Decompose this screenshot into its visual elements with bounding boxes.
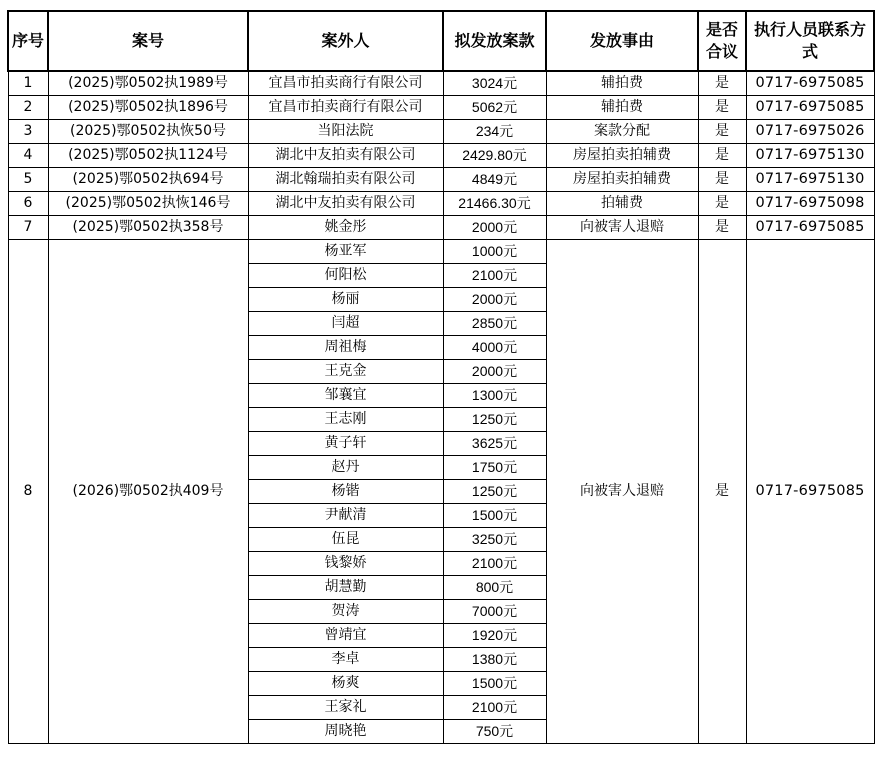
cell-contact: 0717-6975026 — [746, 120, 874, 144]
table-row — [8, 216, 874, 240]
cell-party: 周祖梅 — [248, 336, 443, 360]
cell-party: 王家礼 — [248, 696, 443, 720]
cell-contact: 0717-6975085 — [746, 71, 874, 96]
header-seq: 序号 — [8, 11, 48, 71]
cell-party: 杨亚军 — [248, 240, 443, 264]
cell-agreed: 是 — [698, 120, 746, 144]
table-row — [8, 71, 874, 96]
cell-party: 李卓 — [248, 648, 443, 672]
cell-agreed: 是 — [698, 96, 746, 120]
cell-case-no: (2025)鄂0502执1896号 — [48, 96, 248, 120]
cell-party: 周晓艳 — [248, 720, 443, 744]
cell-reason: 案款分配 — [546, 120, 698, 144]
cell-party: 湖北中友拍卖有限公司 — [248, 192, 443, 216]
cell-party: 宜昌市拍卖商行有限公司 — [248, 96, 443, 120]
cell-case-no: (2026)鄂0502执409号 — [48, 240, 248, 744]
table-row — [8, 168, 874, 192]
cell-contact: 0717-6975130 — [746, 168, 874, 192]
cell-party: 伍昆 — [248, 528, 443, 552]
cell-case-no: (2025)鄂0502执恢50号 — [48, 120, 248, 144]
cell-case-no: (2025)鄂0502执恢146号 — [48, 192, 248, 216]
cell-case-no: (2025)鄂0502执694号 — [48, 168, 248, 192]
cell-reason: 向被害人退赔 — [546, 240, 698, 744]
cell-party: 尹献清 — [248, 504, 443, 528]
header-party: 案外人 — [248, 11, 443, 71]
cell-amount: 800元 — [443, 576, 546, 600]
cell-agreed: 是 — [698, 240, 746, 744]
cell-reason: 房屋拍卖拍辅费 — [546, 144, 698, 168]
cell-amount: 1500元 — [443, 672, 546, 696]
cell-amount: 4000元 — [443, 336, 546, 360]
cell-contact: 0717-6975085 — [746, 96, 874, 120]
cell-case-no: (2025)鄂0502执1989号 — [48, 71, 248, 96]
cell-amount: 2000元 — [443, 216, 546, 240]
cell-reason: 房屋拍卖拍辅费 — [546, 168, 698, 192]
cell-party: 杨爽 — [248, 672, 443, 696]
cell-amount: 5062元 — [443, 96, 546, 120]
payout-table — [7, 10, 875, 744]
cell-amount: 1250元 — [443, 408, 546, 432]
cell-seq: 3 — [8, 120, 48, 144]
header-contact: 执行人员联系方式 — [746, 11, 874, 71]
cell-party: 宜昌市拍卖商行有限公司 — [248, 71, 443, 96]
cell-contact: 0717-6975130 — [746, 144, 874, 168]
cell-amount: 2100元 — [443, 696, 546, 720]
cell-party: 闫超 — [248, 312, 443, 336]
cell-amount: 3250元 — [443, 528, 546, 552]
cell-agreed: 是 — [698, 192, 746, 216]
cell-amount: 7000元 — [443, 600, 546, 624]
cell-seq: 1 — [8, 71, 48, 96]
cell-seq: 7 — [8, 216, 48, 240]
header-agreed: 是否合议 — [698, 11, 746, 71]
cell-party: 黄子轩 — [248, 432, 443, 456]
cell-reason: 拍辅费 — [546, 192, 698, 216]
cell-reason: 辅拍费 — [546, 96, 698, 120]
cell-amount: 1920元 — [443, 624, 546, 648]
cell-agreed: 是 — [698, 71, 746, 96]
cell-agreed: 是 — [698, 216, 746, 240]
cell-party: 何阳松 — [248, 264, 443, 288]
cell-party: 贺涛 — [248, 600, 443, 624]
cell-amount: 2000元 — [443, 288, 546, 312]
cell-party: 赵丹 — [248, 456, 443, 480]
cell-party: 湖北翰瑞拍卖有限公司 — [248, 168, 443, 192]
cell-amount: 750元 — [443, 720, 546, 744]
cell-amount: 2429.80元 — [443, 144, 546, 168]
table-row — [8, 120, 874, 144]
cell-contact: 0717-6975085 — [746, 240, 874, 744]
cell-seq: 6 — [8, 192, 48, 216]
cell-amount: 234元 — [443, 120, 546, 144]
cell-amount: 1500元 — [443, 504, 546, 528]
cell-seq: 8 — [8, 240, 48, 744]
cell-reason: 向被害人退赔 — [546, 216, 698, 240]
table-row — [8, 192, 874, 216]
cell-party: 邹襄宜 — [248, 384, 443, 408]
cell-amount: 2850元 — [443, 312, 546, 336]
header-reason: 发放事由 — [546, 11, 698, 71]
cell-party: 曾靖宜 — [248, 624, 443, 648]
cell-agreed: 是 — [698, 168, 746, 192]
cell-party: 杨丽 — [248, 288, 443, 312]
cell-agreed: 是 — [698, 144, 746, 168]
cell-case-no: (2025)鄂0502执1124号 — [48, 144, 248, 168]
cell-amount: 2000元 — [443, 360, 546, 384]
cell-amount: 1250元 — [443, 480, 546, 504]
cell-party: 王克金 — [248, 360, 443, 384]
cell-amount: 2100元 — [443, 552, 546, 576]
cell-amount: 3024元 — [443, 71, 546, 96]
table-row — [8, 96, 874, 120]
cell-contact: 0717-6975085 — [746, 216, 874, 240]
cell-party: 湖北中友拍卖有限公司 — [248, 144, 443, 168]
cell-amount: 1000元 — [443, 240, 546, 264]
cell-amount: 2100元 — [443, 264, 546, 288]
table-row — [8, 144, 874, 168]
cell-contact: 0717-6975098 — [746, 192, 874, 216]
cell-party: 胡慧勤 — [248, 576, 443, 600]
cell-seq: 4 — [8, 144, 48, 168]
cell-amount: 21466.30元 — [443, 192, 546, 216]
table-row — [8, 240, 874, 264]
cell-seq: 5 — [8, 168, 48, 192]
cell-amount: 1380元 — [443, 648, 546, 672]
cell-seq: 2 — [8, 96, 48, 120]
cell-case-no: (2025)鄂0502执358号 — [48, 216, 248, 240]
cell-amount: 1750元 — [443, 456, 546, 480]
cell-party: 姚金彤 — [248, 216, 443, 240]
cell-party: 杨锴 — [248, 480, 443, 504]
cell-party: 钱黎娇 — [248, 552, 443, 576]
cell-reason: 辅拍费 — [546, 71, 698, 96]
cell-amount: 3625元 — [443, 432, 546, 456]
header-case-no: 案号 — [48, 11, 248, 71]
header-amount: 拟发放案款 — [443, 11, 546, 71]
cell-amount: 1300元 — [443, 384, 546, 408]
cell-party: 王志刚 — [248, 408, 443, 432]
header-row — [8, 11, 874, 71]
cell-party: 当阳法院 — [248, 120, 443, 144]
cell-amount: 4849元 — [443, 168, 546, 192]
